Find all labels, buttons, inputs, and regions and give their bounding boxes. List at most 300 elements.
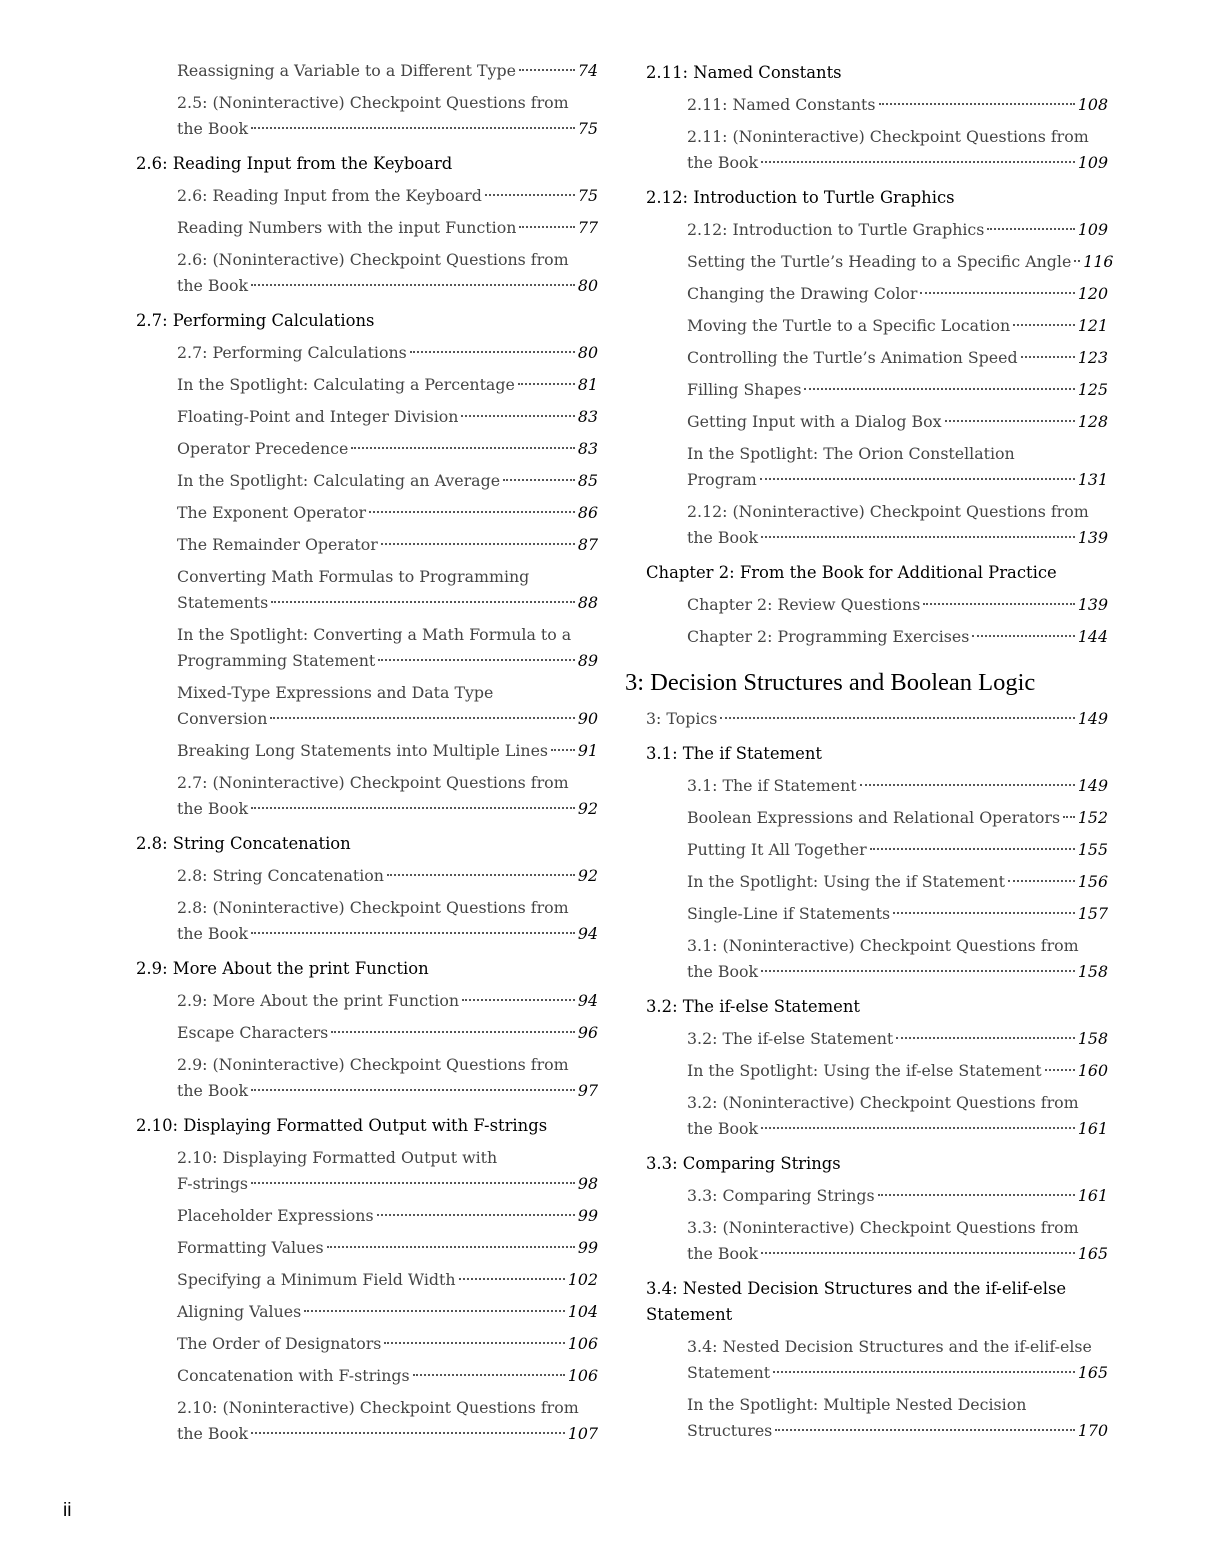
toc-entry-title: the Book xyxy=(687,1244,759,1263)
dot-leader xyxy=(251,127,575,129)
dot-leader xyxy=(761,1127,1075,1129)
toc-entry[interactable] xyxy=(136,863,598,889)
toc-section-heading[interactable]: 2.9: More About the print Function xyxy=(136,959,429,978)
page-number: ii xyxy=(63,1500,72,1521)
toc-page-number: 156 xyxy=(1077,872,1108,891)
toc-entry-title: Statements xyxy=(177,593,269,612)
dot-leader xyxy=(920,292,1074,294)
dot-leader xyxy=(878,1194,1075,1196)
toc-entry-leader-row xyxy=(177,1421,598,1447)
toc-page-number: 104 xyxy=(567,1302,598,1321)
toc-entry[interactable] xyxy=(646,1026,1108,1052)
toc-page-number: 125 xyxy=(1077,380,1108,399)
dot-leader xyxy=(378,659,575,661)
toc-page-number: 165 xyxy=(1077,1363,1108,1382)
toc-entry-title: Formatting Values xyxy=(177,1238,324,1257)
toc-entry-leader-row xyxy=(687,1360,1108,1386)
toc-entry-leader-row xyxy=(177,1020,598,1046)
toc-entry[interactable] xyxy=(136,1203,598,1229)
toc-section-heading[interactable]: 2.10: Displaying Formatted Output with F-strings xyxy=(136,1116,548,1135)
toc-page-number: 158 xyxy=(1077,962,1108,981)
toc-page-number: 144 xyxy=(1077,627,1108,646)
dot-leader xyxy=(775,1429,1075,1431)
toc-entry-title: Filling Shapes xyxy=(687,380,802,399)
toc-page-number: 85 xyxy=(577,471,598,490)
dot-leader xyxy=(870,848,1075,850)
toc-entry-title-line: 2.8: (Noninteractive) Checkpoint Questions from xyxy=(177,898,569,917)
toc-page-number: 91 xyxy=(577,741,598,760)
toc-entry[interactable] xyxy=(646,706,1108,732)
toc-page-number: 98 xyxy=(577,1174,598,1193)
toc-entry-title: Specifying a Minimum Field Width xyxy=(177,1270,456,1289)
toc-section-heading[interactable]: Chapter 2: From the Book for Additional Practice xyxy=(646,563,1057,582)
toc-entry[interactable] xyxy=(646,1058,1108,1084)
toc-entry[interactable] xyxy=(136,340,598,366)
toc-entry[interactable] xyxy=(136,622,598,674)
toc-entry-leader-row xyxy=(687,592,1108,618)
toc-entry[interactable] xyxy=(136,372,598,398)
toc-entry[interactable] xyxy=(646,377,1108,403)
toc-entry-leader-row xyxy=(177,988,598,1014)
toc-entry[interactable] xyxy=(136,1020,598,1046)
toc-page-number: 90 xyxy=(577,709,598,728)
toc-entry[interactable] xyxy=(646,933,1108,985)
toc-entry-title: Placeholder Expressions xyxy=(177,1206,374,1225)
toc-entry-title-line: Converting Math Formulas to Programming xyxy=(177,567,530,586)
toc-entry-leader-row xyxy=(687,281,1108,307)
toc-entry-title-line: In the Spotlight: The Orion Constellation xyxy=(687,444,1015,463)
toc-entry-title-line: In the Spotlight: Multiple Nested Decision xyxy=(687,1395,1027,1414)
toc-entry-leader-row xyxy=(687,467,1108,493)
toc-entry-title: the Book xyxy=(177,1081,249,1100)
toc-entry[interactable] xyxy=(646,624,1108,650)
toc-section-heading[interactable]: 3.2: The if-else Statement xyxy=(646,997,860,1016)
toc-entry[interactable] xyxy=(646,217,1108,243)
toc-entry[interactable] xyxy=(136,404,598,430)
toc-section-heading[interactable]: 2.8: String Concatenation xyxy=(136,834,351,853)
toc-entry-leader-row xyxy=(177,58,598,84)
toc-page-number: 160 xyxy=(1077,1061,1108,1080)
toc-page-number: 94 xyxy=(577,924,598,943)
toc-entry-title: the Book xyxy=(177,1424,249,1443)
toc-entry[interactable] xyxy=(646,869,1108,895)
toc-page-number: 80 xyxy=(577,343,598,362)
dot-leader xyxy=(251,1432,565,1434)
toc-entry[interactable] xyxy=(136,1299,598,1325)
toc-entry[interactable] xyxy=(646,1392,1108,1444)
toc-entry-leader-row xyxy=(687,773,1108,799)
toc-entry-title: Single-Line if Statements xyxy=(687,904,891,923)
toc-entry-leader-row xyxy=(177,183,598,209)
toc-entry-leader-row xyxy=(177,1078,598,1104)
toc-entry-title-line: 2.7: (Noninteractive) Checkpoint Questions from xyxy=(177,773,569,792)
toc-section-heading[interactable]: 2.11: Named Constants xyxy=(646,63,842,82)
toc-entry-title: Concatenation with F-strings xyxy=(177,1366,410,1385)
toc-entry-leader-row xyxy=(646,706,1108,732)
toc-entry-title: 3.3: Comparing Strings xyxy=(687,1186,875,1205)
toc-entry[interactable] xyxy=(136,183,598,209)
toc-page-number: 96 xyxy=(577,1023,598,1042)
toc-entry[interactable] xyxy=(646,441,1108,493)
dot-leader xyxy=(304,1310,565,1312)
toc-entry-leader-row xyxy=(177,648,598,674)
toc-entry-leader-row xyxy=(687,1026,1108,1052)
toc-page-number: 75 xyxy=(577,186,598,205)
dot-leader xyxy=(251,807,575,809)
toc-entry[interactable] xyxy=(646,837,1108,863)
dot-leader xyxy=(1074,260,1080,262)
dot-leader xyxy=(251,932,575,934)
toc-entry-title: the Book xyxy=(687,528,759,547)
dot-leader xyxy=(384,1342,564,1344)
toc-page-number: 87 xyxy=(577,535,598,554)
dot-leader xyxy=(381,543,575,545)
toc-chapter-heading[interactable]: 3: Decision Structures and Boolean Logic xyxy=(625,669,1036,696)
toc-page-number: 99 xyxy=(577,1206,598,1225)
toc-entry-title-line: 3.1: (Noninteractive) Checkpoint Questions from xyxy=(687,936,1079,955)
toc-entry-leader-row xyxy=(687,249,1114,275)
dot-leader xyxy=(773,1371,1075,1373)
toc-entry[interactable] xyxy=(136,738,598,764)
toc-entry[interactable] xyxy=(136,500,598,526)
toc-entry[interactable] xyxy=(136,1267,598,1293)
toc-entry-title-line: 2.10: Displaying Formatted Output with xyxy=(177,1148,498,1167)
toc-entry-title: Statement xyxy=(687,1363,771,1382)
toc-page-number: 109 xyxy=(1077,153,1108,172)
dot-leader xyxy=(945,420,1075,422)
toc-entry-leader-row xyxy=(177,468,598,494)
toc-entry-title: the Book xyxy=(177,119,249,138)
toc-page-number: 75 xyxy=(577,119,598,138)
toc-entry-title: Chapter 2: Programming Exercises xyxy=(687,627,970,646)
toc-page-number: 161 xyxy=(1077,1186,1108,1205)
toc-entry-title: the Book xyxy=(687,962,759,981)
toc-entry-title-line: 3.4: Nested Decision Structures and the if-elif-else xyxy=(687,1337,1092,1356)
dot-leader xyxy=(459,1278,565,1280)
dot-leader xyxy=(270,717,574,719)
toc-page-number: 157 xyxy=(1077,904,1108,923)
toc-entry[interactable] xyxy=(646,1334,1108,1386)
toc-page-number: 128 xyxy=(1077,412,1108,431)
toc-entry-leader-row xyxy=(687,1116,1108,1142)
toc-page-number: 139 xyxy=(1077,595,1108,614)
toc-entry-title: Boolean Expressions and Relational Operators xyxy=(687,808,1061,827)
toc-entry-title: Chapter 2: Review Questions xyxy=(687,595,921,614)
toc-entry-leader-row xyxy=(687,217,1108,243)
toc-entry-title: Breaking Long Statements into Multiple Lines xyxy=(177,741,549,760)
toc-entry[interactable] xyxy=(646,901,1108,927)
toc-page-number: 155 xyxy=(1077,840,1108,859)
toc-entry[interactable] xyxy=(136,770,598,822)
toc-entry-title: the Book xyxy=(687,1119,759,1138)
dot-leader xyxy=(1063,816,1075,818)
dot-leader xyxy=(720,717,1075,719)
toc-entry-title: In the Spotlight: Calculating a Percentage xyxy=(177,375,515,394)
toc-page-number: 99 xyxy=(577,1238,598,1257)
toc-page-number: 83 xyxy=(577,407,598,426)
dot-leader xyxy=(879,103,1075,105)
toc-entry[interactable] xyxy=(136,247,598,299)
toc-entry-title: Programming Statement xyxy=(177,651,376,670)
dot-leader xyxy=(761,970,1075,972)
dot-leader xyxy=(485,194,575,196)
dot-leader xyxy=(251,284,575,286)
dot-leader xyxy=(923,603,1075,605)
toc-entry[interactable] xyxy=(646,281,1108,307)
dot-leader xyxy=(387,874,575,876)
toc-entry-title: the Book xyxy=(177,799,249,818)
toc-entry-title: 2.6: Reading Input from the Keyboard xyxy=(177,186,482,205)
dot-leader xyxy=(761,1252,1075,1254)
toc-page-number: 102 xyxy=(567,1270,598,1289)
toc-entry-leader-row xyxy=(687,1058,1108,1084)
dot-leader xyxy=(1021,356,1075,358)
toc-entry[interactable] xyxy=(136,988,598,1014)
toc-entry[interactable] xyxy=(136,680,598,732)
toc-section-heading[interactable]: 3.1: The if Statement xyxy=(646,744,822,763)
toc-entry[interactable] xyxy=(646,313,1108,339)
dot-leader xyxy=(377,1214,575,1216)
toc-entry-title: 2.12: Introduction to Turtle Graphics xyxy=(687,220,985,239)
toc-entry[interactable] xyxy=(136,1395,598,1447)
dot-leader xyxy=(519,226,575,228)
toc-entry-leader-row xyxy=(177,436,598,462)
toc-page-number: 92 xyxy=(577,799,598,818)
toc-page-number: 123 xyxy=(1077,348,1108,367)
toc-entry-leader-row xyxy=(687,150,1108,176)
toc-entry-title: Reassigning a Variable to a Different Type xyxy=(177,61,516,80)
dot-leader xyxy=(893,912,1075,914)
toc-entry-leader-row xyxy=(687,959,1108,985)
toc-entry-title: Reading Numbers with the input Function xyxy=(177,218,517,237)
toc-entry-leader-row xyxy=(687,1183,1108,1209)
dot-leader xyxy=(351,447,575,449)
dot-leader xyxy=(987,228,1074,230)
toc-entry-leader-row xyxy=(177,116,598,142)
dot-leader xyxy=(410,351,575,353)
toc-entry-leader-row xyxy=(177,1299,598,1325)
toc-entry-title: Floating-Point and Integer Division xyxy=(177,407,459,426)
toc-page-number: 80 xyxy=(577,276,598,295)
toc-page-number: 97 xyxy=(577,1081,598,1100)
toc-entry[interactable] xyxy=(646,1215,1108,1267)
toc-entry[interactable] xyxy=(646,1090,1108,1142)
toc-page-number: 116 xyxy=(1083,252,1114,271)
toc-entry[interactable] xyxy=(646,499,1108,551)
toc-page-number: 139 xyxy=(1077,528,1108,547)
dot-leader xyxy=(1045,1069,1075,1071)
toc-entry-leader-row xyxy=(687,345,1108,371)
dot-leader xyxy=(251,1182,575,1184)
dot-leader xyxy=(461,415,574,417)
toc-page-number: 77 xyxy=(577,218,598,237)
toc-entry-leader-row xyxy=(177,215,598,241)
toc-entry-leader-row xyxy=(177,863,598,889)
toc-section-heading[interactable]: 2.12: Introduction to Turtle Graphics xyxy=(646,188,955,207)
toc-entry-leader-row xyxy=(687,92,1108,118)
dot-leader xyxy=(972,635,1074,637)
toc-page-number: 81 xyxy=(577,375,598,394)
dot-leader xyxy=(1008,880,1075,882)
toc-entry[interactable] xyxy=(646,409,1108,435)
toc-entry[interactable] xyxy=(136,1145,598,1197)
dot-leader xyxy=(519,69,575,71)
toc-entry-title-line: 2.10: (Noninteractive) Checkpoint Questions from xyxy=(177,1398,579,1417)
dot-leader xyxy=(804,388,1074,390)
dot-leader xyxy=(413,1374,565,1376)
dot-leader xyxy=(369,511,575,513)
toc-page-number: 107 xyxy=(567,1424,598,1443)
toc-entry-leader-row xyxy=(687,377,1108,403)
dot-leader xyxy=(761,536,1075,538)
toc-entry-leader-row xyxy=(687,525,1108,551)
toc-left-column xyxy=(136,58,598,1453)
toc-entry-title: the Book xyxy=(687,153,759,172)
toc-entry-title: 3: Topics xyxy=(646,709,718,728)
toc-entry-title: Putting It All Together xyxy=(687,840,867,859)
dot-leader xyxy=(503,479,575,481)
toc-section-heading[interactable]: 2.6: Reading Input from the Keyboard xyxy=(136,154,453,173)
toc-entry[interactable] xyxy=(136,532,598,558)
toc-entry-title: Operator Precedence xyxy=(177,439,349,458)
toc-entry-title: 2.9: More About the print Function xyxy=(177,991,460,1010)
toc-page-number: 131 xyxy=(1077,470,1108,489)
toc-entry-leader-row xyxy=(687,313,1108,339)
toc-entry-leader-row xyxy=(177,1235,598,1261)
toc-entry[interactable] xyxy=(646,124,1108,176)
toc-entry[interactable] xyxy=(136,90,598,142)
toc-entry-title: In the Spotlight: Using the if-else Statement xyxy=(687,1061,1042,1080)
toc-entry-leader-row xyxy=(177,921,598,947)
toc-entry-leader-row xyxy=(177,273,598,299)
toc-entry[interactable] xyxy=(136,1331,598,1357)
toc-page-number: 165 xyxy=(1077,1244,1108,1263)
toc-entry[interactable] xyxy=(136,468,598,494)
toc-entry-leader-row xyxy=(177,590,598,616)
toc-entry-title: 2.7: Performing Calculations xyxy=(177,343,407,362)
toc-entry-leader-row xyxy=(687,409,1108,435)
toc-entry-title-line: 2.6: (Noninteractive) Checkpoint Questions from xyxy=(177,250,569,269)
toc-entry-title: Changing the Drawing Color xyxy=(687,284,918,303)
toc-entry-title: The Exponent Operator xyxy=(177,503,366,522)
toc-entry[interactable] xyxy=(646,592,1108,618)
dot-leader xyxy=(760,478,1075,480)
toc-entry-leader-row xyxy=(687,901,1108,927)
toc-page-number: 158 xyxy=(1077,1029,1108,1048)
toc-entry[interactable] xyxy=(136,58,598,84)
toc-entry[interactable] xyxy=(136,1363,598,1389)
toc-entry[interactable] xyxy=(136,436,598,462)
toc-entry[interactable] xyxy=(646,773,1108,799)
toc-section-heading[interactable]: 3.3: Comparing Strings xyxy=(646,1154,841,1173)
toc-entry-leader-row xyxy=(177,532,598,558)
toc-page-number: 86 xyxy=(577,503,598,522)
toc-entry-title: Program xyxy=(687,470,757,489)
toc-page-number: 89 xyxy=(577,651,598,670)
toc-entry[interactable] xyxy=(646,92,1108,118)
toc-entry-title: Structures xyxy=(687,1421,773,1440)
toc-entry-title: The Remainder Operator xyxy=(177,535,378,554)
toc-entry-title: 2.8: String Concatenation xyxy=(177,866,384,885)
toc-right-column xyxy=(625,58,1114,1450)
toc-entry-leader-row xyxy=(687,624,1108,650)
toc-entry[interactable] xyxy=(136,895,598,947)
toc-entry-title: the Book xyxy=(177,276,249,295)
toc-entry-title: 3.2: The if-else Statement xyxy=(687,1029,894,1048)
dot-leader xyxy=(860,784,1075,786)
toc-entry-title: In the Spotlight: Calculating an Average xyxy=(177,471,501,490)
toc-entry-title: F-strings xyxy=(177,1174,249,1193)
toc-entry-leader-row xyxy=(687,805,1108,831)
toc-entry[interactable] xyxy=(136,1052,598,1104)
toc-page-number: 106 xyxy=(567,1334,598,1353)
toc-entry-title: Conversion xyxy=(177,709,268,728)
toc-entry-leader-row xyxy=(177,1363,598,1389)
toc-entry-title: The Order of Designators xyxy=(177,1334,382,1353)
toc-entry-title: Controlling the Turtle’s Animation Speed xyxy=(687,348,1018,367)
toc-entry-title-line: 3.2: (Noninteractive) Checkpoint Questions from xyxy=(687,1093,1079,1112)
toc-entry-leader-row xyxy=(687,1418,1108,1444)
toc-entry[interactable] xyxy=(646,1183,1108,1209)
toc-entry-title: the Book xyxy=(177,924,249,943)
dot-leader xyxy=(896,1037,1075,1039)
toc-entry-leader-row xyxy=(177,372,598,398)
dot-leader xyxy=(271,601,575,603)
toc-page-number: 108 xyxy=(1077,95,1108,114)
toc-entry-leader-row xyxy=(177,738,598,764)
toc-page-number: 121 xyxy=(1077,316,1108,335)
toc-entry-title: In the Spotlight: Using the if Statement xyxy=(687,872,1005,891)
toc-section-heading[interactable]: 3.4: Nested Decision Structures and the if-elif-else Statement xyxy=(646,1279,1067,1324)
toc-entry-title: 3.1: The if Statement xyxy=(687,776,857,795)
toc-entry-title-line: Mixed-Type Expressions and Data Type xyxy=(177,683,494,702)
toc-entry-leader-row xyxy=(177,1203,598,1229)
toc-entry[interactable] xyxy=(136,564,598,616)
toc-entry[interactable] xyxy=(136,215,598,241)
toc-entry[interactable] xyxy=(136,1235,598,1261)
toc-page-number: 106 xyxy=(567,1366,598,1385)
toc-entry-leader-row xyxy=(177,340,598,366)
toc-section-heading[interactable]: 2.7: Performing Calculations xyxy=(136,311,375,330)
toc-entry-leader-row xyxy=(177,1171,598,1197)
toc-entry-title-line: 3.3: (Noninteractive) Checkpoint Questions from xyxy=(687,1218,1079,1237)
toc-entry-title-line: 2.9: (Noninteractive) Checkpoint Questions from xyxy=(177,1055,569,1074)
toc-page-number: 161 xyxy=(1077,1119,1108,1138)
toc-page-number: 170 xyxy=(1077,1421,1108,1440)
toc-entry[interactable] xyxy=(646,805,1108,831)
toc-entry-leader-row xyxy=(687,1241,1108,1267)
toc-entry-leader-row xyxy=(177,500,598,526)
toc-page-number: 109 xyxy=(1077,220,1108,239)
dot-leader xyxy=(761,161,1075,163)
toc-entry-title: Getting Input with a Dialog Box xyxy=(687,412,942,431)
dot-leader xyxy=(1013,324,1075,326)
toc-entry-title: Moving the Turtle to a Specific Location xyxy=(687,316,1011,335)
toc-entry-title: Escape Characters xyxy=(177,1023,329,1042)
toc-page-number: 83 xyxy=(577,439,598,458)
dot-leader xyxy=(462,999,575,1001)
toc-entry[interactable] xyxy=(646,345,1108,371)
toc-entry-title: Setting the Turtle’s Heading to a Specific Angle xyxy=(687,252,1072,271)
toc-entry-title: Aligning Values xyxy=(177,1302,302,1321)
toc-entry[interactable] xyxy=(646,249,1114,275)
toc-page-number: 120 xyxy=(1077,284,1108,303)
toc-entry-title: 2.11: Named Constants xyxy=(687,95,876,114)
toc-page-number: 74 xyxy=(577,61,598,80)
toc-entry-leader-row xyxy=(177,1331,598,1357)
dot-leader xyxy=(331,1031,575,1033)
toc-entry-title-line: 2.11: (Noninteractive) Checkpoint Questions from xyxy=(687,127,1089,146)
